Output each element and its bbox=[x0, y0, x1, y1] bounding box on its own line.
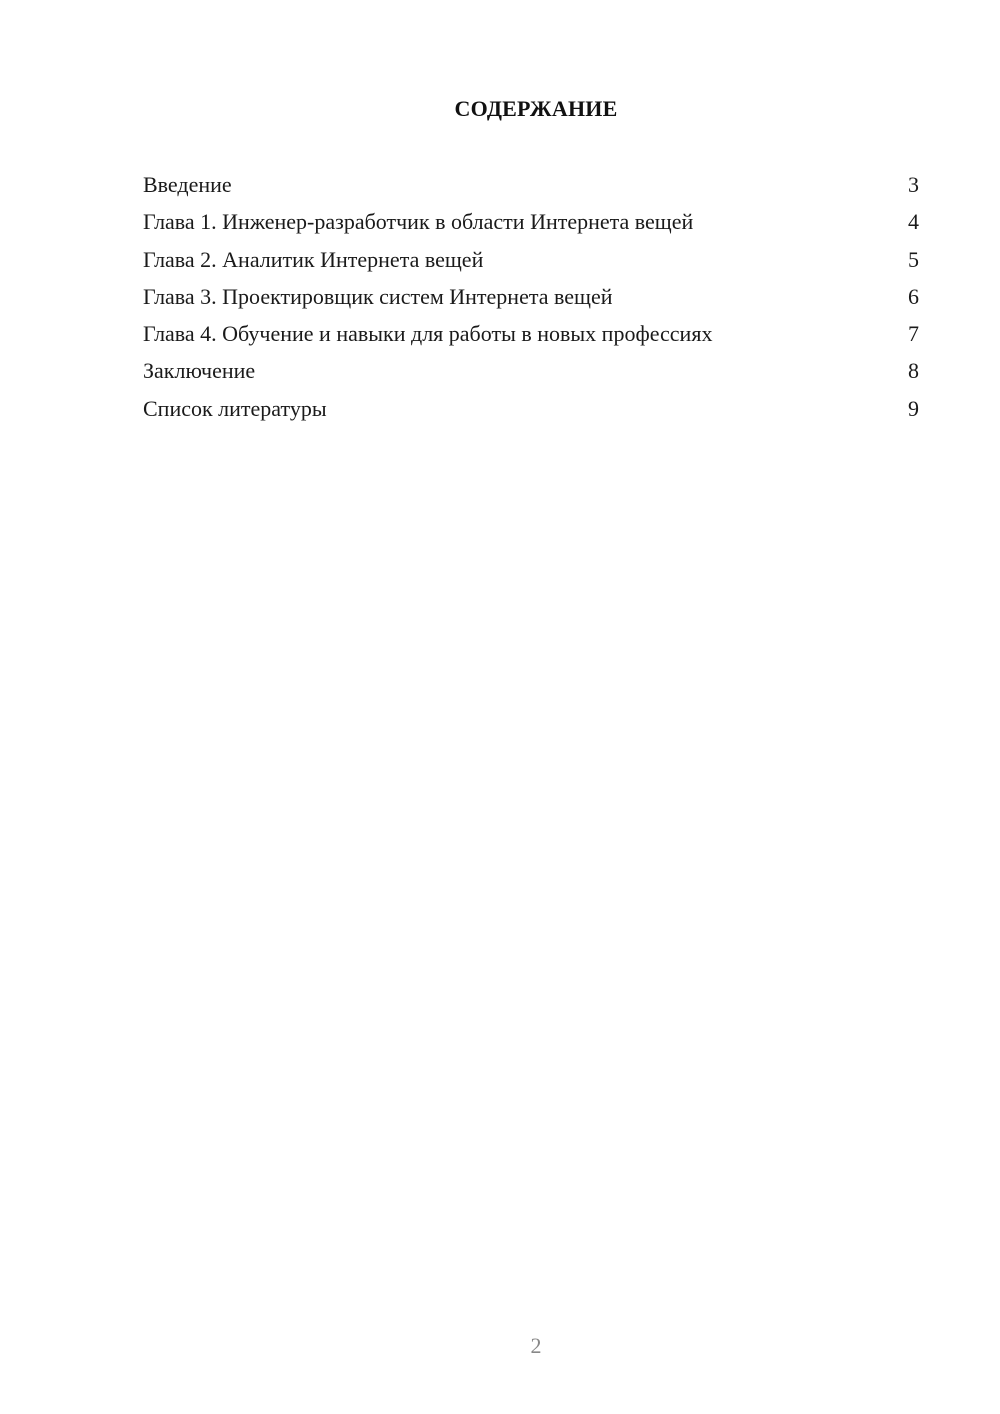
toc-entry-introduction[interactable] bbox=[143, 170, 919, 207]
table-of-contents bbox=[143, 170, 919, 431]
page-number: 2 bbox=[530, 1333, 542, 1358]
toc-entry-page: 8 bbox=[908, 358, 919, 384]
toc-entry-title: Глава 2. Аналитик Интернета вещей bbox=[143, 246, 484, 272]
toc-entry-page: 3 bbox=[908, 172, 919, 197]
toc-entry-title: Заключение bbox=[143, 358, 256, 384]
toc-entry-page: 6 bbox=[908, 283, 919, 309]
toc-entry-title: Список литературы bbox=[143, 395, 327, 421]
toc-entry-title: Глава 3. Проектировщик систем Интернета вещей bbox=[143, 283, 613, 309]
toc-entry-references[interactable] bbox=[143, 394, 919, 431]
toc-entry-page: 9 bbox=[908, 395, 919, 421]
toc-entry-chapter-3[interactable] bbox=[143, 282, 919, 319]
toc-entry-page: 7 bbox=[908, 321, 919, 347]
toc-entry-chapter-4[interactable] bbox=[143, 319, 919, 356]
toc-entry-title: Введение bbox=[143, 172, 232, 197]
toc-entry-page: 5 bbox=[908, 246, 919, 272]
toc-entry-title: Глава 1. Инженер-разработчик в области Интернета вещей bbox=[143, 209, 694, 235]
toc-entry-title: Глава 4. Обучение и навыки для работы в новых профессиях bbox=[143, 321, 713, 347]
toc-entry-chapter-2[interactable] bbox=[143, 245, 919, 282]
toc-entry-chapter-1[interactable] bbox=[143, 207, 919, 244]
toc-heading: СОДЕРЖАНИЕ bbox=[454, 96, 618, 121]
toc-entry-conclusion[interactable] bbox=[143, 356, 919, 393]
toc-entry-page: 4 bbox=[908, 209, 919, 235]
